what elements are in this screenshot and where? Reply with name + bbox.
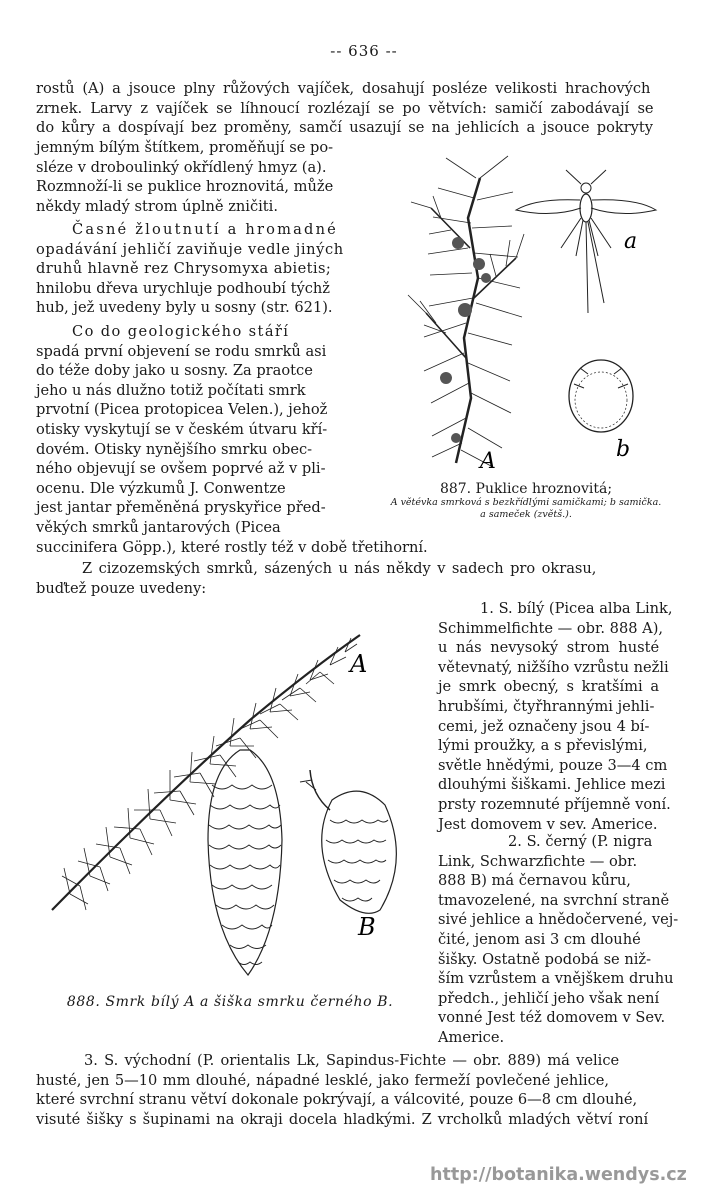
text-line: jeho u nás dlužno totiž počítati smrk [36,381,306,399]
paragraph-geologie [36,322,428,557]
text-line: někdy mladý strom úplně zničiti. [36,197,278,215]
text-line: sivé jehlice a hnědočervené, vej- [438,911,679,929]
text-line: ším vzrůstem a vnějškem druhu [438,970,674,988]
text-line: které svrchní stranu větví dokonale pokrývají, a válcovité, pouze 6—8 cm dlouhé, [36,1091,638,1109]
text-line: do téže doby jako u sosny. Za praotce [36,362,313,380]
text-line: dovém. Otisky nynějšího smrku obec- [36,440,313,458]
text-line: buďtež pouze uvedeny: [36,579,207,597]
text-line: rostů (A) a jsouce plny růžových vajíček, dosahují posléze velikosti hrachových [36,80,651,97]
text-line: hub, jež uvedeny byly u sosny (str. 621). [36,299,333,317]
text-line: Co do geologického stáří [72,323,290,340]
text-line: succinifera Göpp.), které rostly též v době třetihorní. [36,538,428,556]
footer-url[interactable]: http://botanika.wendys.cz [430,1165,687,1185]
text-line: je smrk obecný, s kratšími a [438,678,660,696]
text-line: Schimmelfichte — obr. 888 A), [438,619,664,637]
text-line: Jest domovem v sev. Americe. [438,815,658,833]
figure-887-label-a: a [624,229,638,254]
figure-888 [40,610,430,985]
figure-887-label-b: b [616,437,631,462]
text-line: u nás nevysoký strom husté [438,639,660,657]
page-number: -- 636 -- [330,42,398,60]
text-line: lými proužky, a s převislými, [438,737,648,755]
text-line: druhů hlavně rez Chrysomyxa abietis; [36,260,332,278]
text-line: husté, jen 5—10 mm dlouhé, nápadné lesklé, jako fermeží povlečené jehlice, [36,1071,610,1089]
text-line: věkých smrků jantarových (Picea [36,518,281,536]
text-line: jemným bílým štítkem, proměňují se po- [36,139,334,156]
text-line: 888 B) má černavou kůru, [438,872,631,890]
text-line: opadávání jehličí zaviňuje vedle jiných [36,240,344,258]
species-smrk-cerny [438,832,679,1048]
text-line: předch., jehličí jeho však není [438,989,660,1007]
text-line: vonné Jest též domovem v Sev. [438,1009,666,1027]
figure-887-illustration [376,138,676,478]
text-line: šišky. Ostatně podobá se niž- [438,950,652,968]
text-line: Časné žloutnutí a hromadné [72,221,339,238]
text-line [438,599,674,619]
text-line: světle hnědými, pouze 3—4 cm [438,756,668,774]
figure-887 [376,138,676,478]
paragraph-intro [36,79,672,138]
text-line: Link, Schwarzfichte — obr. [438,852,638,870]
figure-888-illustration [40,610,430,985]
text-line: dlouhými šiškami. Jehlice mezi [438,776,666,794]
figure-887-caption-title: 887. Puklice hroznovitá; [439,481,613,497]
text-line: Americe. [438,1028,505,1046]
text-line: prsty rozemnuté příjemně voní. [438,795,671,813]
text-line: čité, jenom asi 3 cm dlouhé [438,930,641,948]
text-line: hnilobu dřeva urychluje podhoubí týchž [36,279,330,297]
text-line: Rozmnoží-li se puklice hroznovitá, může [36,178,334,196]
text-line: otisky vyskytují se v českém útvaru kří- [36,420,328,438]
text-line: cemi, jež označeny jsou 4 bí- [438,717,650,735]
text-line: větevnatý, nižšího vzrůstu nežli [438,658,669,676]
text-line: visuté šišky s šupinami na okraji docela hladkými. Z vrcholků mladých větví roní [36,1110,649,1128]
text-line: zrnek. Larvy z vajíček se líhnoucí rozlézají se po větvích: samičí zabodávají se [36,99,654,117]
figure-887-label-A: A [480,449,496,474]
text-line: sléze v droboulinký okřídlený hmyz (a). [36,158,327,176]
text-line: 3. S. východní (P. orientalis Lk, Sapindus-Fichte — obr. 889) má velice [84,1052,620,1069]
figure-888-label-B: B [358,913,376,941]
figure-888-label-A: A [350,650,368,678]
text-line: ného objevují se ovšem poprvé až v pli- [36,460,326,478]
text-line: ocenu. Dle výzkumů J. Conwentze [36,479,286,497]
species-smrk-bily [438,599,674,834]
paragraph-cizozemske [36,559,672,598]
figure-887-caption [366,481,686,521]
text-line: do kůry a dospívají bez proměny, samčí usazují se na jehlicích a jsouce pokryty [36,119,654,137]
text-line: prvotní (Picea protopicea Velen.), jehož [36,401,328,419]
text-line: hrubšími, čtyřhrannými jehli- [438,697,655,715]
text-line: 2. S. černý (P. nigra [508,833,653,850]
text-line: jest jantar přeměněná pryskyřice před- [36,499,326,517]
text-line: Z cizozemských smrků, sázených u nás někdy v sadech pro okrasu, [82,560,597,577]
paragraph-puklice [36,138,366,216]
paragraph-rez [36,220,366,318]
text-line: tmavozelené, na svrchní straně [438,891,670,909]
species-smrk-vychodni [36,1051,672,1129]
figure-888-caption: 888. Smrk bílý A a šiška smrku černého B. [66,994,394,1010]
figure-887-caption-sub1: A větévka smrková s bezkřídlými samičkami; b samička. [390,497,662,508]
text-line: spadá první objevení se rodu smrků asi [36,342,327,360]
figure-887-caption-sub2: a sameček (zvětš.). [480,509,572,520]
species-smrk-bily-title: 1. S. bílý (Picea alba Link, [480,600,673,617]
